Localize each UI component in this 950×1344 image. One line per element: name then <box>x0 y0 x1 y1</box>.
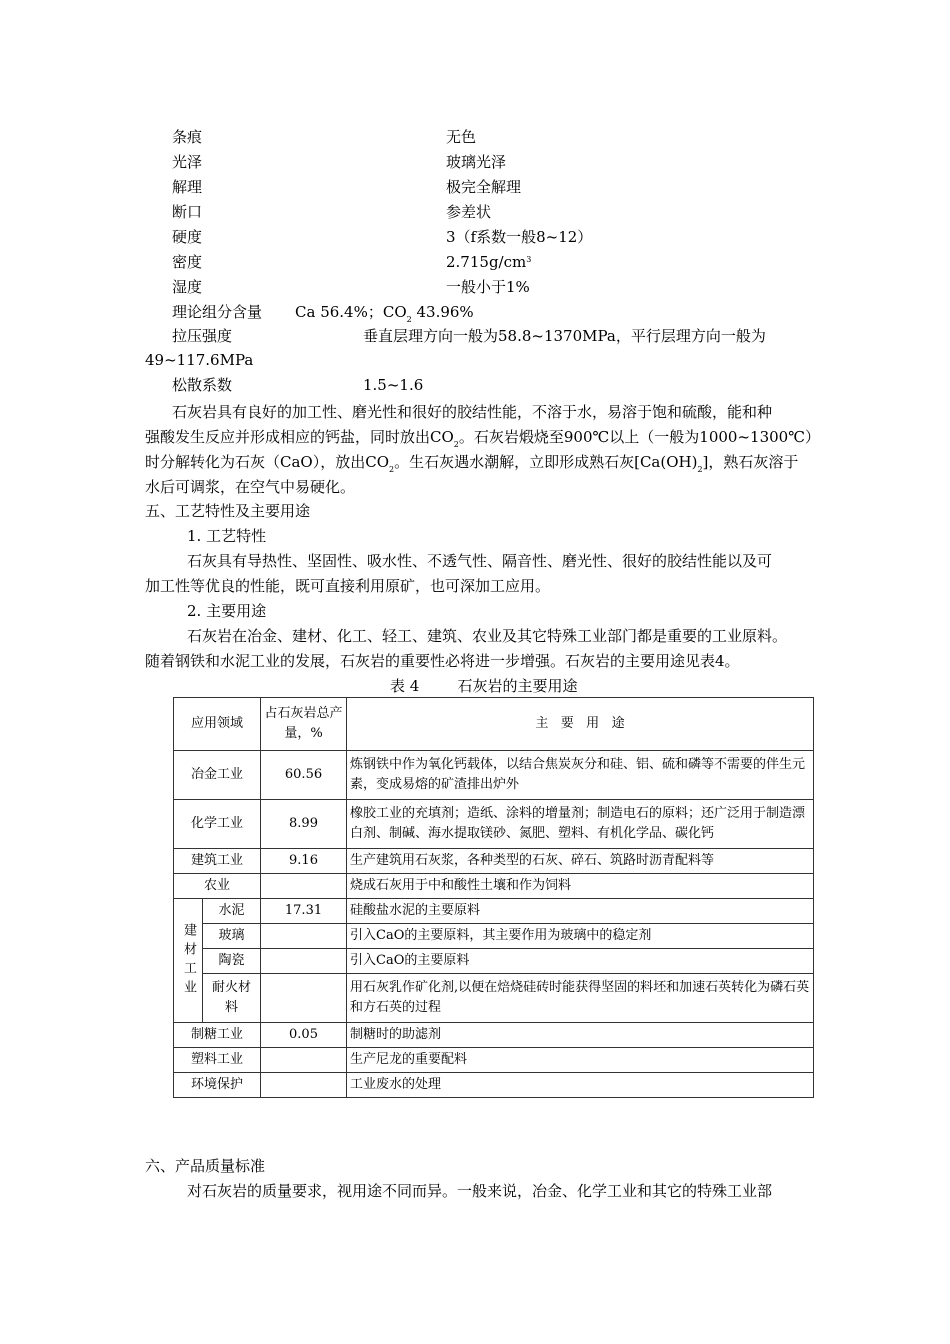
section-heading: 六、产品质量标准 <box>145 1157 266 1175</box>
use-cell: 引入CaO的主要原料 <box>347 949 814 974</box>
pct-cell <box>261 874 347 899</box>
strength-value-cont: 49~117.6MPa <box>145 351 254 369</box>
table-row <box>174 949 814 974</box>
strength-label: 拉压强度 <box>172 327 233 345</box>
pct-cell: 60.56 <box>261 751 347 800</box>
field-cell: 陶瓷 <box>203 949 261 974</box>
prop-label: 湿度 <box>172 278 203 296</box>
pct-cell: 9.16 <box>261 849 347 874</box>
prop-label: 解理 <box>172 178 203 196</box>
paragraph-line: 强酸发生反应并形成相应的钙盐，同时放出$CO_2$。石灰岩煅烧至900℃以上（一般为1000~1300℃） <box>145 428 820 449</box>
paragraph-line: 加工性等优良的性能，既可直接利用原矿，也可深加工应用。 <box>145 577 551 595</box>
strength-value: 垂直层理方向一般为58.8~1370MPa，平行层理方向一般为 <box>363 327 766 345</box>
table-row <box>174 800 814 849</box>
table-row <box>174 1073 814 1098</box>
group-label-cell: 建材工业 <box>174 899 203 1023</box>
table-caption: 表 4 石灰岩的主要用途 <box>390 677 578 695</box>
pct-cell <box>261 924 347 949</box>
prop-value: $2.715g/cm^3$ <box>446 253 532 271</box>
field-cell: 水泥 <box>203 899 261 924</box>
table-header-row <box>174 698 814 751</box>
paragraph-line: 时分解转化为石灰（CaO），放出$CO_2$。生石灰遇水潮解，立即形成熟石灰$[Ca(OH)_2]$，熟石灰溶于 <box>145 453 799 474</box>
use-cell: 橡胶工业的充填剂；造纸、涂料的增量剂；制造电石的原料；还广泛用于制造漂白剂、制碱、海水提取镁砂、氮肥、塑料、有机化学品、碳化钙 <box>347 800 814 849</box>
prop-value: 参差状 <box>446 203 492 221</box>
header-cell: 占石灰岩总产量，% <box>261 698 347 751</box>
prop-label: 硬度 <box>172 228 203 246</box>
header-cell: 应用领域 <box>174 698 261 751</box>
field-cell: 建筑工业 <box>174 849 261 874</box>
prop-value: 玻璃光泽 <box>446 153 507 171</box>
section-heading: 五、工艺特性及主要用途 <box>145 502 311 520</box>
prop-label: 光泽 <box>172 153 203 171</box>
field-cell: 玻璃 <box>203 924 261 949</box>
prop-label: 断口 <box>172 203 203 221</box>
paragraph-line: 石灰岩在冶金、建材、化工、轻工、建筑、农业及其它特殊工业部门都是重要的工业原料。 <box>187 627 788 645</box>
paragraph-line: 水后可调浆，在空气中易硬化。 <box>145 478 356 496</box>
use-cell: 烧成石灰用于中和酸性土壤和作为饲料 <box>347 874 814 899</box>
header-cell: 主 要 用 途 <box>347 698 814 751</box>
field-cell: 塑料工业 <box>174 1048 261 1073</box>
prop-value: 极完全解理 <box>446 178 522 196</box>
pct-cell <box>261 974 347 1023</box>
use-cell: 制糖时的助滤剂 <box>347 1023 814 1048</box>
looseness-value: 1.5~1.6 <box>363 376 424 394</box>
pct-cell: 8.99 <box>261 800 347 849</box>
use-cell: 炼钢铁中作为氧化钙载体，以结合焦炭灰分和硅、铝、硫和磷等不需要的伴生元素，变成易熔的矿渣排出炉外 <box>347 751 814 800</box>
pct-cell <box>261 1073 347 1098</box>
table-row <box>174 874 814 899</box>
prop-value: 一般小于1% <box>446 278 530 296</box>
pct-cell <box>261 949 347 974</box>
field-cell: 耐火材料 <box>203 974 261 1023</box>
paragraph-line: 随着钢铁和水泥工业的发展，石灰岩的重要性必将进一步增强。石灰岩的主要用途见表4。 <box>145 652 740 670</box>
table-row <box>174 974 814 1023</box>
paragraph-line: 对石灰岩的质量要求，视用途不同而异。一般来说，冶金、化学工业和其它的特殊工业部 <box>187 1182 773 1200</box>
uses-table <box>173 697 814 1098</box>
pct-cell: 17.31 <box>261 899 347 924</box>
use-cell: 生产尼龙的重要配料 <box>347 1048 814 1073</box>
looseness-label: 松散系数 <box>172 376 233 394</box>
use-cell: 生产建筑用石灰浆，各种类型的石灰、碎石、筑路时沥青配料等 <box>347 849 814 874</box>
field-cell: 化学工业 <box>174 800 261 849</box>
prop-label: 密度 <box>172 253 203 271</box>
subsection-heading: 1. 工艺特性 <box>187 527 267 545</box>
table-row <box>174 751 814 800</box>
use-cell: 引入CaO的主要原料，其主要作用为玻璃中的稳定剂 <box>347 924 814 949</box>
prop-value: 3（f系数一般8~12） <box>446 228 593 246</box>
table-row <box>174 899 814 924</box>
table-row <box>174 1048 814 1073</box>
field-cell: 制糖工业 <box>174 1023 261 1048</box>
paragraph-line: 石灰具有导热性、坚固性、吸水性、不透气性、隔音性、磨光性、很好的胶结性能以及可 <box>187 552 773 570</box>
field-cell: 冶金工业 <box>174 751 261 800</box>
use-cell: 硅酸盐水泥的主要原料 <box>347 899 814 924</box>
pct-cell <box>261 1048 347 1073</box>
table-row <box>174 849 814 874</box>
field-cell: 环境保护 <box>174 1073 261 1098</box>
use-cell: 工业废水的处理 <box>347 1073 814 1098</box>
prop-label: 条痕 <box>172 128 203 146</box>
table-row <box>174 924 814 949</box>
field-cell: 农业 <box>174 874 261 899</box>
composition-label: 理论组分含量 <box>172 303 263 321</box>
table-row <box>174 1023 814 1048</box>
use-cell: 用石灰乳作矿化剂,以便在焙烧硅砖时能获得坚固的料坯和加速石英转化为磷石英和方石英的过程 <box>347 974 814 1023</box>
composition-value: Ca 56.4%；$CO_2$ 43.96% <box>295 303 474 324</box>
paragraph-line: 石灰岩具有良好的加工性、磨光性和很好的胶结性能，不溶于水，易溶于饱和硫酸，能和种 <box>172 403 773 421</box>
pct-cell: 0.05 <box>261 1023 347 1048</box>
prop-value: 无色 <box>446 128 477 146</box>
subsection-heading: 2. 主要用途 <box>187 602 267 620</box>
